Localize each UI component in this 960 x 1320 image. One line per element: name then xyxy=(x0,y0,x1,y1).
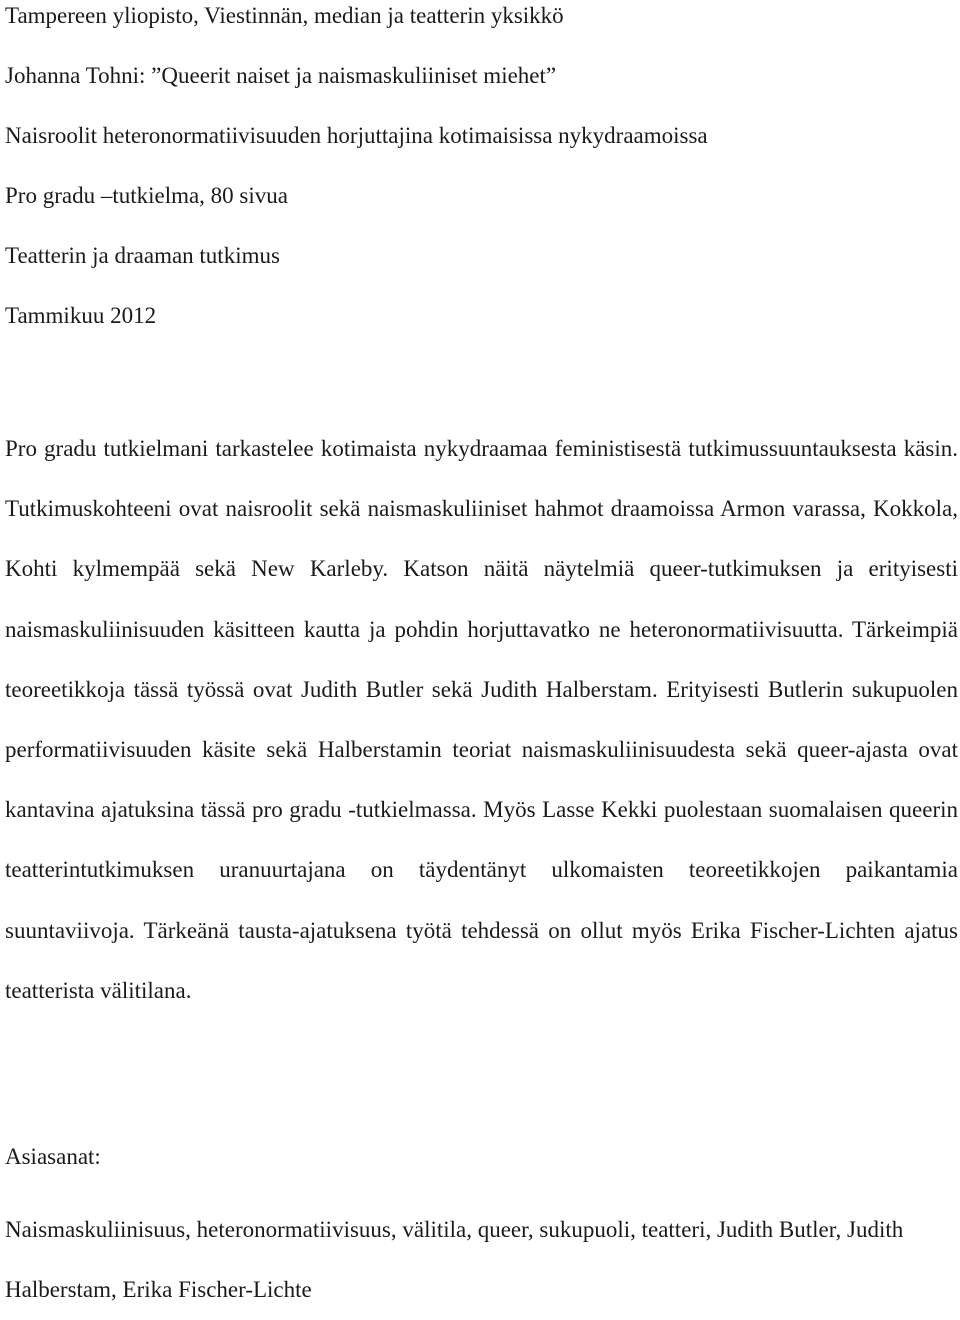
abstract-paragraph: Pro gradu tutkielmani tarkastelee kotimaista nykydraamaa feministisestä tutkimussuuntauksesta käsin. Tutkimuskohteeni ovat naisroolit sekä naismaskuliiniset hahmot draamoissa Armon varassa, Kokkola, Kohti kylmempää sekä New Karleby. Katson näitä näytelmiä queer-tutkimuksen ja erityisesti naismaskuliinisuuden käsitteen kautta ja pohdin horjuttavatko ne heteronormatiivisuutta. Tärkeimpiä teoreetikkoja tässä työssä ovat Judith Butler sekä Judith Halberstam. Erityisesti Butlerin sukupuolen performatiivisuuden käsite sekä Halberstamin teoriat naismaskuliinisuudesta sekä queer-ajasta ovat kantavina ajatuksina tässä pro gradu -tutkielmassa. Myös Lasse Kekki puolestaan suomalaisen queerin teatterintutkimuksen uranuurtajana on täydentänyt ulkomaisten teoreetikkojen paikantamia suuntaviivoja. Tärkeänä tausta-ajatuksena työtä tehdessä on ollut myös Erika Fischer-Lichten ajatus teatterista välitilana. xyxy=(5,436,958,1003)
keywords-list: Naismaskuliinisuus, heteronormatiivisuus, välitila, queer, sukupuoli, teatteri, Judith Butler, Judith Halberstam, Erika Fischer-Lichte xyxy=(5,1217,904,1302)
thesis-type-line: Pro gradu –tutkielma, 80 sivua xyxy=(5,183,288,208)
university-line: Tampereen yliopisto, Viestinnän, median ja teatterin yksikkö xyxy=(5,3,564,28)
subtitle-line: Naisroolit heteronormatiivisuuden horjuttajina kotimaisissa nykydraamoissa xyxy=(5,123,708,148)
date-line: Tammikuu 2012 xyxy=(5,303,157,328)
discipline-line: Teatterin ja draaman tutkimus xyxy=(5,243,280,268)
author-title-line: Johanna Tohni: ”Queerit naiset ja naismaskuliiniset miehet” xyxy=(5,63,557,88)
keywords-label: Asiasanat: xyxy=(5,1144,101,1169)
